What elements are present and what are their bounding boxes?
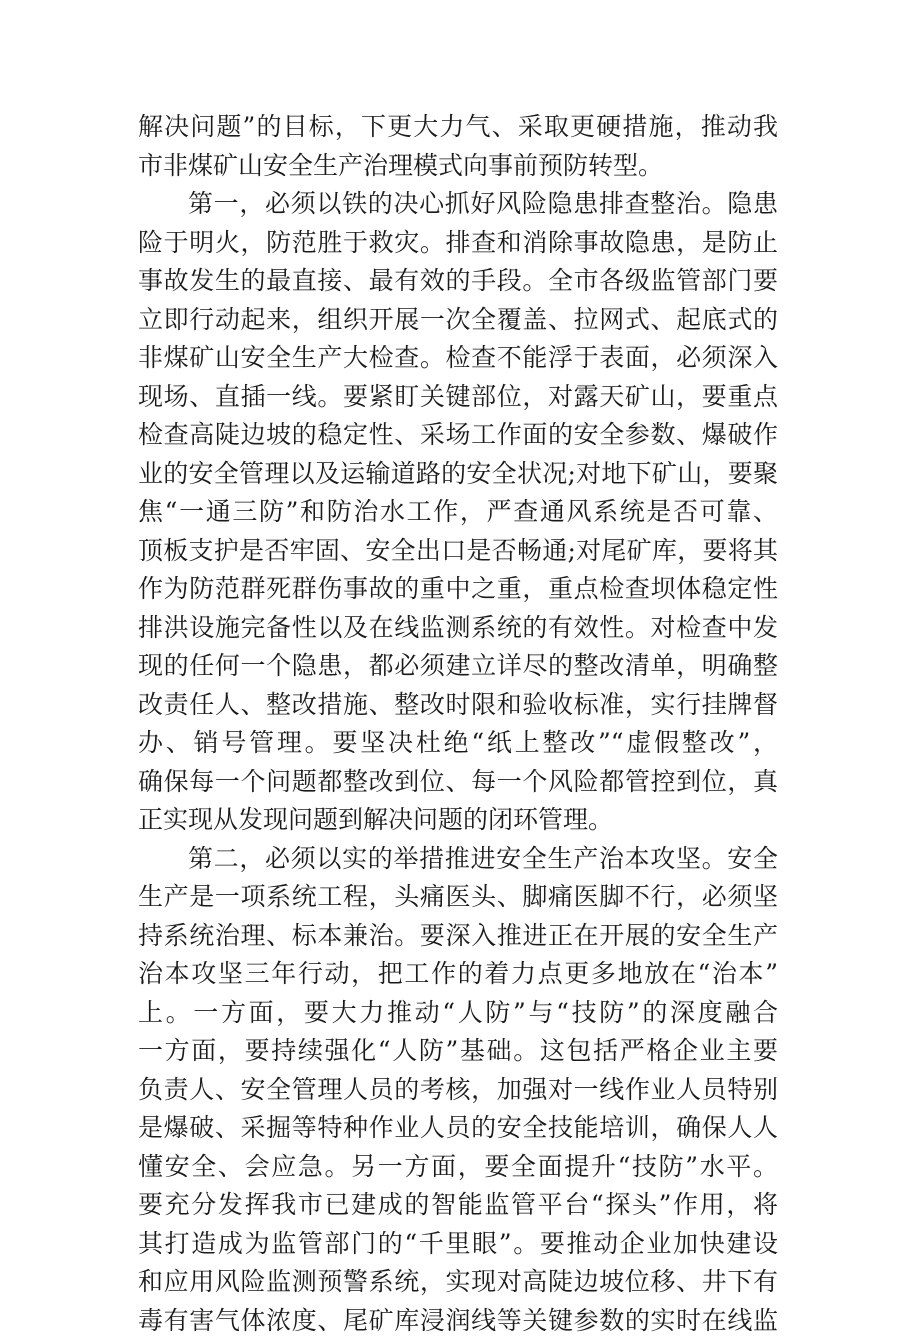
text-line: 毒有害气体浓度、尾矿库浸润线等关键参数的实时在线监 [138,1302,778,1340]
text-line: 治本攻坚三年行动，把工作的着力点更多地放在“治本” [138,955,778,994]
text-line: 检查高陡边坡的稳定性、采场工作面的安全参数、爆破作 [138,416,778,455]
text-line: 一方面，要持续强化“人防”基础。这包括严格企业主要 [138,1032,778,1071]
text-line: 其打造成为监管部门的“千里眼”。要推动企业加快建设 [138,1225,778,1264]
text-line: 确保每一个问题都整改到位、每一个风险都管控到位，真 [138,763,778,802]
text-line: 顶板支护是否牢固、安全出口是否畅通;对尾矿库，要将其 [138,532,778,571]
text-line: 解决问题”的目标，下更大力气、采取更硬措施，推动我 [138,108,778,147]
text-line: 非煤矿山安全生产大检查。检查不能浮于表面，必须深入 [138,339,778,378]
text-line: 业的安全管理以及运输道路的安全状况;对地下矿山，要聚 [138,455,778,494]
text-line: 现的任何一个隐患，都必须建立详尽的整改清单，明确整 [138,647,778,686]
text-line: 生产是一项系统工程，头痛医头、脚痛医脚不行，必须坚 [138,878,778,917]
text-line: 险于明火，防范胜于救灾。排查和消除事故隐患，是防止 [138,224,778,263]
text-line: 改责任人、整改措施、整改时限和验收标准，实行挂牌督 [138,686,778,725]
document-body [138,108,778,1340]
text-line: 焦“一通三防”和防治水工作，严查通风系统是否可靠、 [138,493,778,532]
text-line: 排洪设施完备性以及在线监测系统的有效性。对检查中发 [138,609,778,648]
text-line: 事故发生的最直接、最有效的手段。全市各级监管部门要 [138,262,778,301]
text-line: 作为防范群死群伤事故的重中之重，重点检查坝体稳定性 [138,570,778,609]
text-line: 持系统治理、标本兼治。要深入推进正在开展的安全生产 [138,917,778,956]
text-line: 懂安全、会应急。另一方面，要全面提升“技防”水平。 [138,1148,778,1187]
text-line: 和应用风险监测预警系统，实现对高陡边坡位移、井下有 [138,1263,778,1302]
text-line: 市非煤矿山安全生产治理模式向事前预防转型。 [138,147,778,186]
text-line: 正实现从发现问题到解决问题的闭环管理。 [138,801,778,840]
text-line: 要充分发挥我市已建成的智能监管平台“探头”作用，将 [138,1186,778,1225]
text-line: 现场、直插一线。要紧盯关键部位，对露天矿山，要重点 [138,378,778,417]
text-line: 负责人、安全管理人员的考核，加强对一线作业人员特别 [138,1071,778,1110]
text-line: 上。一方面，要大力推动“人防”与“技防”的深度融合 [138,994,778,1033]
paragraph-first-line: 第一，必须以铁的决心抓好风险隐患排查整治。隐患 [138,185,778,224]
text-line: 立即行动起来，组织开展一次全覆盖、拉网式、起底式的 [138,301,778,340]
text-line: 办、销号管理。要坚决杜绝“纸上整改”“虚假整改”， [138,724,778,763]
text-line: 是爆破、采掘等特种作业人员的安全技能培训，确保人人 [138,1109,778,1148]
paragraph-first-line: 第二，必须以实的举措推进安全生产治本攻坚。安全 [138,840,778,879]
